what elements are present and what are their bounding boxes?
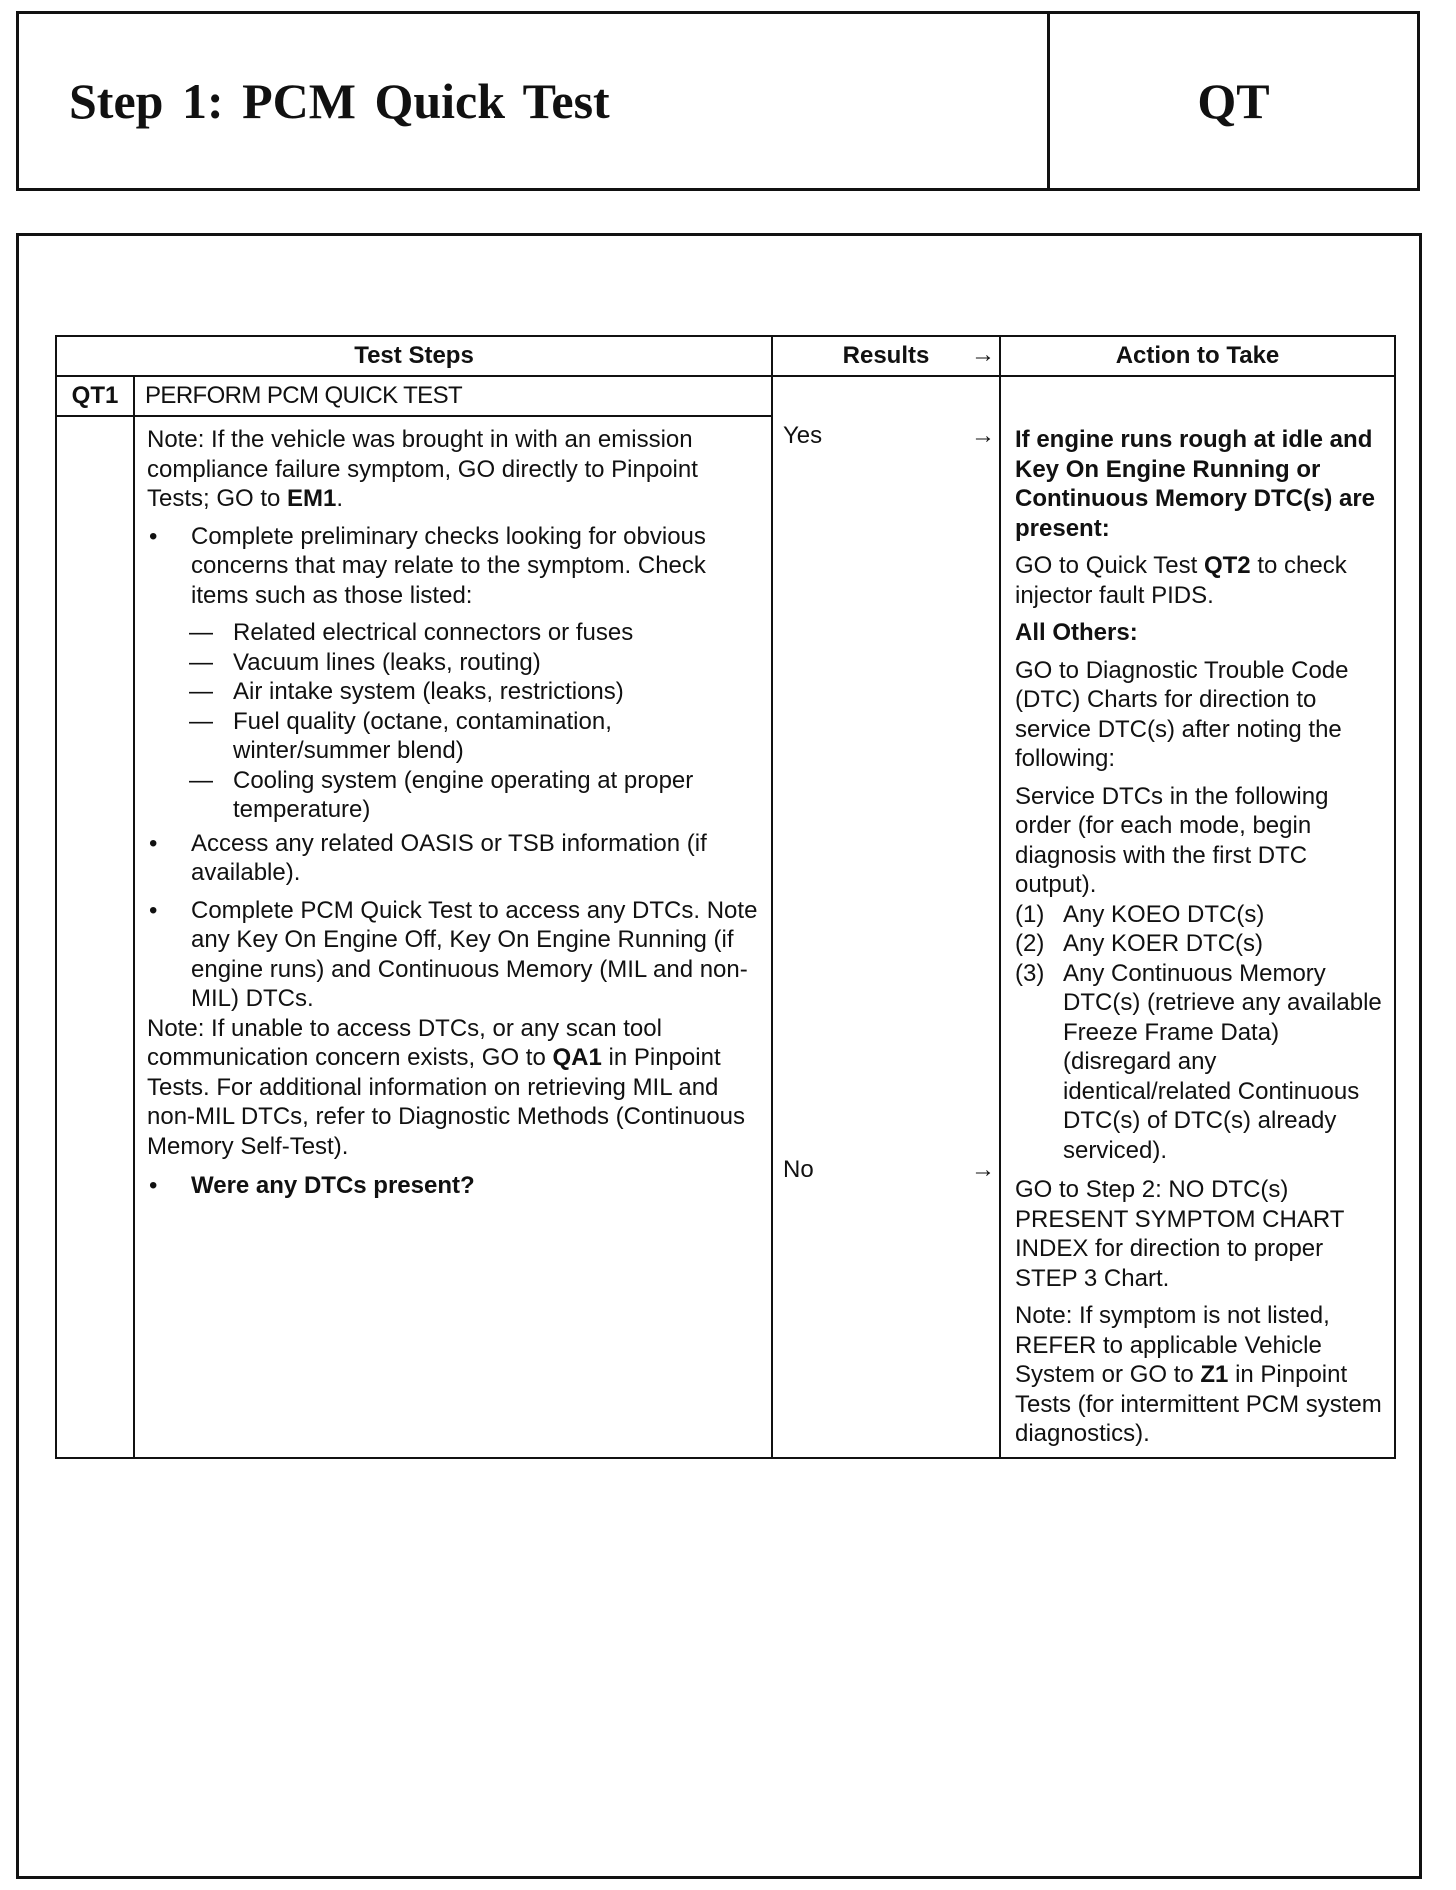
- all-others-label: All Others:: [1015, 619, 1138, 646]
- step-body: [134, 416, 772, 1458]
- service-order: Service DTCs in the following order (for each mode, begin diagnosis with the first DTC output).: [1015, 782, 1329, 898]
- bullet-icon: •: [149, 829, 158, 857]
- section-code: QT: [1197, 73, 1270, 129]
- bullet-icon: •: [149, 896, 158, 924]
- col-header-results: [772, 336, 1000, 376]
- test-table: [55, 335, 1396, 1459]
- checks-list: [189, 618, 765, 825]
- result-yes-label: Yes: [783, 422, 823, 449]
- result-no-label: No: [783, 1156, 814, 1183]
- question: Were any DTCs present?: [191, 1172, 475, 1199]
- list-item: — Vacuum lines (leaks, routing): [189, 648, 541, 676]
- page-title: Step 1: PCM Quick Test: [19, 14, 1050, 188]
- result-no: [783, 1155, 995, 1185]
- arrow-right-icon: →: [971, 1156, 995, 1183]
- bullet-icon: •: [149, 1172, 158, 1199]
- list-item: • Access any related OASIS or TSB information (if available).: [149, 829, 707, 886]
- list-item: (2) Any KOER DTC(s): [1015, 930, 1264, 957]
- no-action-note: Note: If symptom is not listed, REFER to applicable Vehicle System or GO to Z1 in Pinpoint Tests (for intermittent PCM system diagnostics).: [1015, 1302, 1382, 1447]
- arrow-right-icon: →: [971, 341, 995, 368]
- yes-go-quick-test: GO to Quick Test QT2 to check injector fault PIDS.: [1015, 552, 1347, 609]
- step-title: PERFORM PCM QUICK TEST: [134, 376, 772, 416]
- service-order-list: [1015, 900, 1388, 1166]
- content-frame: [16, 233, 1422, 1879]
- results-header-label: Results: [842, 342, 930, 370]
- results-cell: [772, 376, 1000, 1458]
- step-title-row: [56, 376, 1395, 416]
- step-id: QT1: [56, 376, 134, 416]
- list-item: (1) Any KOEO DTC(s): [1015, 900, 1265, 928]
- col-header-action: Action to Take: [1000, 336, 1395, 376]
- no-action: GO to Step 2: NO DTC(s) PRESENT SYMPTOM CHART INDEX for direction to proper STEP 3 Chart.: [1015, 1176, 1344, 1292]
- list-item: — Fuel quality (octane, contamination, winter/summer blend): [189, 707, 612, 764]
- list-item: — Air intake system (leaks, restrictions): [189, 678, 624, 705]
- page-header: [16, 11, 1420, 191]
- note-emission: Note: If the vehicle was brought in with an emission compliance failure symptom, GO directly to Pinpoint Tests; GO to EM1.: [147, 426, 698, 512]
- list-item: • Complete PCM Quick Test to access any DTCs. Note any Key On Engine Off, Key On Engine Running (if engine runs) and Continuous Memory (MIL and non-MIL) DTCs.: [149, 896, 758, 1012]
- list-item: — Cooling system (engine operating at proper temperature): [189, 766, 694, 823]
- step-id-blank: [56, 416, 134, 1458]
- bullet-icon: •: [149, 522, 158, 550]
- result-yes: [783, 421, 995, 451]
- arrow-right-icon: →: [971, 422, 995, 449]
- list-item: — Related electrical connectors or fuses: [189, 619, 634, 646]
- yes-condition: If engine runs rough at idle and Key On Engine Running or Continuous Memory DTC(s) are present:: [1015, 426, 1376, 542]
- diag-instruction: GO to Diagnostic Trouble Code (DTC) Charts for direction to service DTC(s) after noting the following:: [1015, 656, 1349, 772]
- table-header-row: [56, 336, 1395, 376]
- list-item: [147, 1171, 765, 1201]
- col-header-test-steps: Test Steps: [56, 336, 772, 376]
- note-scan-tool: Note: If unable to access DTCs, or any scan tool communication concern exists, GO to QA1 in Pinpoint Tests. For additional information on retrieving MIL and non-MIL DTCs, refer to Diagnostic Methods (Continuous Memory Self-Test).: [147, 1014, 746, 1160]
- list-item: • Complete preliminary checks looking for obvious concerns that may relate to the symptom. Check items such as those listed:: [149, 522, 706, 609]
- list-item: (3) Any Continuous Memory DTC(s) (retrieve any available Freeze Frame Data) (disregard any identical/related Continuous DTC(s) of DTC(s) already serviced).: [1015, 959, 1382, 1164]
- action-cell: [1000, 376, 1395, 1458]
